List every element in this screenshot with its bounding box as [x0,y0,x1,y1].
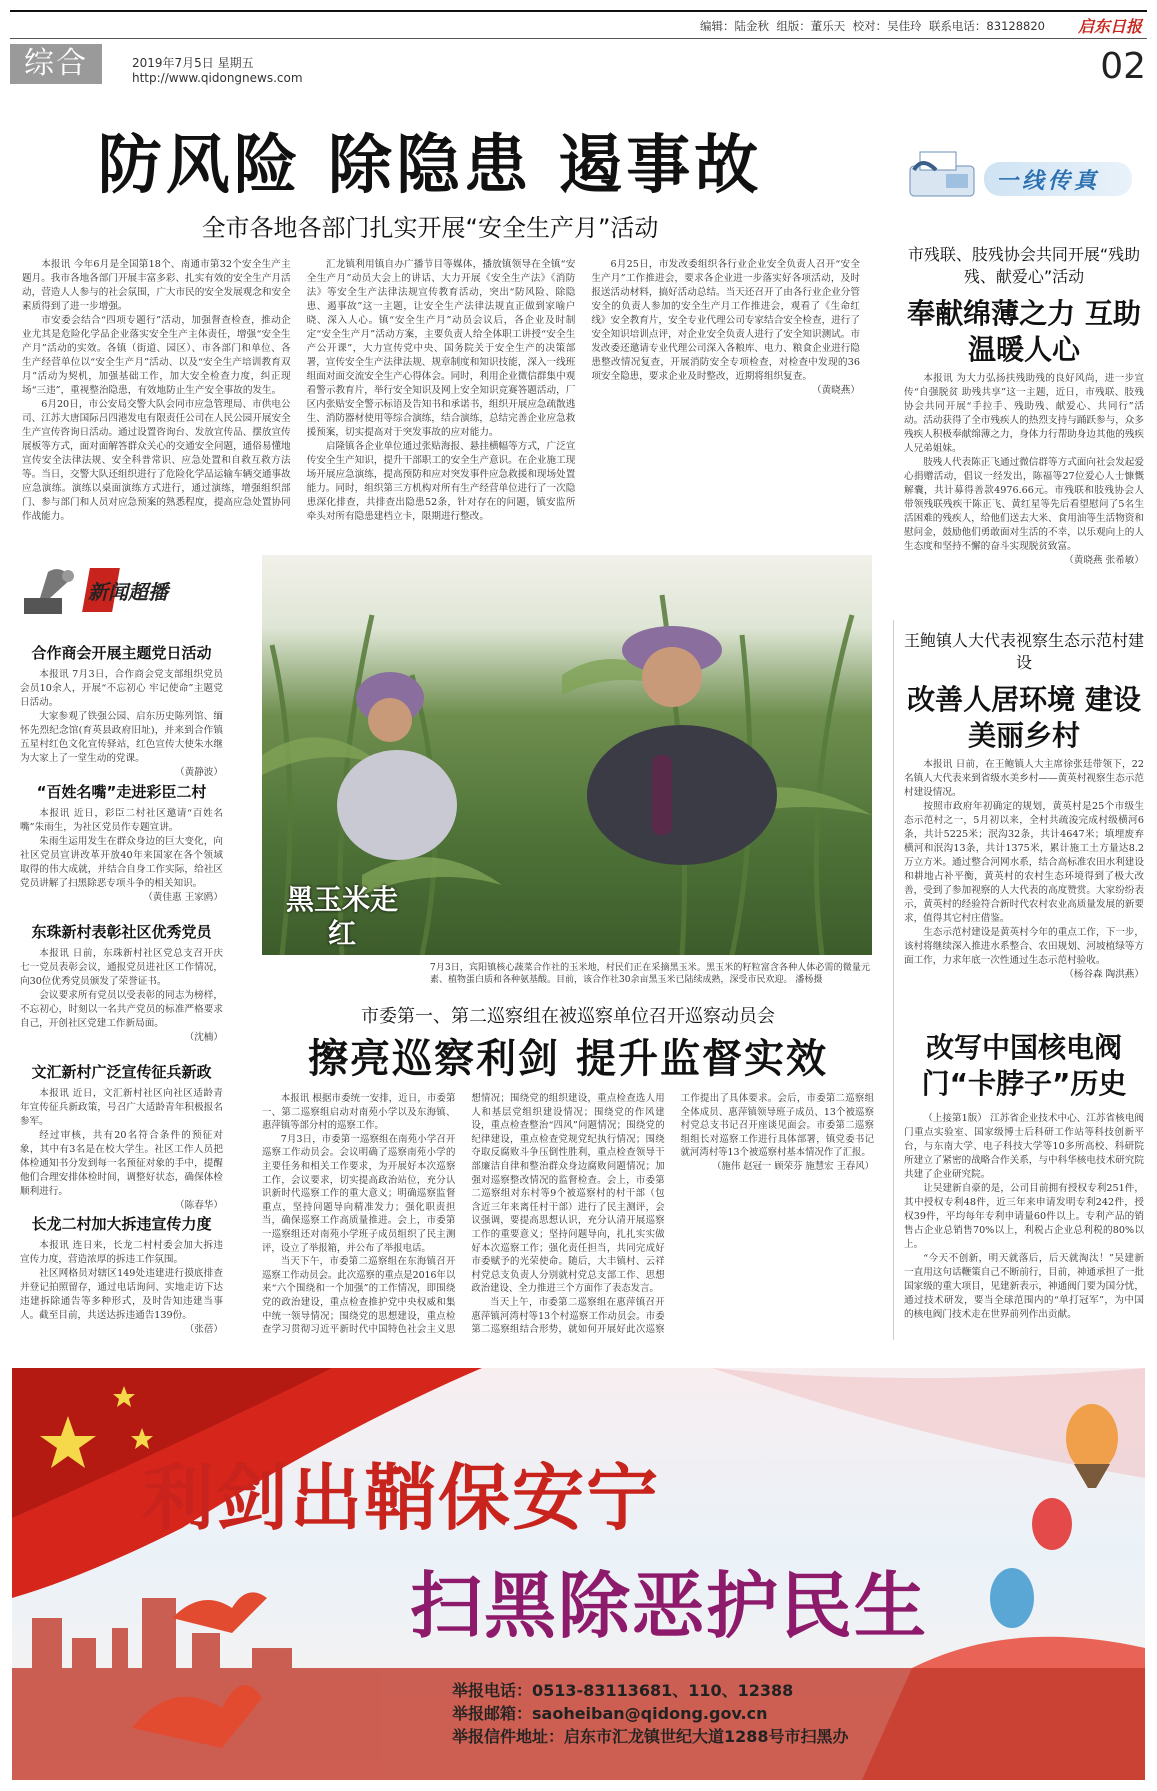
gramophone-icon [20,564,76,618]
lead-paragraph: 汇龙镇利用镇自办广播节目等媒体，播放镇领导在全镇“安全生产月”动员大会上的讲话、大力开展《安全生产法》《消防法》等安全生产法律法规宣传教育活动，突出“防风险、除隐患、遏事故”这一主题，让安全生产法律法规直正做到家喻户晓、深入人心。镇“安全生产月”动员会议后，各企业及时制定“安全生产月”活动方案，主要负责人给全体职工讲授“安全生产公开课”，大力宣传党中央、国务院关于安全生产的决策部署，宣传安全生产法律法规、规章制度和知识技能，深入一线班组面对面交流安全生产心得体会。同时，利用企业微信群集中观看警示教育片，举行安全知识及网上安全知识竞赛答题活动，厂区内张贴安全警示标语及告知书和承诺书，组织开展应急疏散逃生、消防器材使用等综合演练，结合演练，总结完善企业应急救援预案，切实提高对于突发事故的应对能力。 [306,259,576,438]
valve-paragraph: （上接第1版） 江苏省企业技术中心、江苏省核电阀门重点实验室、国家级博士后科研工作站等科技创新平台，与东南大学、电子科技大学等10多所高校、科研院所建立了紧密的战略合作关系，与中科华核电技术研究院共建了企业研究院。 [904,1113,1144,1180]
fax-author: （黄晓燕 张希敏） [1064,555,1144,566]
brief-author: （张蓓） [184,1324,223,1335]
inspect-paragraph: 7月3日，市委第一巡察组在南苑小学召开巡察工作动员会。会议明确了巡察南苑小学的主要任务和相关工作要求，为开展好本次巡察工作，会议要求，切实提高政治站位，充分认识新时代巡察工作的重大意义；明确巡察监督重点，坚持问题导向精准发力；强化职责担当，确保巡察工作高质量推进。会上，市委第一巡察组还对南苑小学班子成员组织了民主测评，设立了举报箱，并公布了举报电话。 [262,1133,456,1254]
report-phone: 举报电话：0513-83113681、110、12388 [452,1681,794,1700]
top-rule [10,10,1147,12]
website-url: http://www.qidongnews.com [132,71,303,85]
inspect-body [262,1092,874,1342]
inspect-paragraph: 当天上午，市委第二巡察组在惠萍镇召开惠萍镇河湾村等13个村巡察工作动员会。市委第二巡察组结合形势，就如何开展好此次巡察工作提出了具体要求。会后，市委第二巡察组全体成员、惠萍镇领导班子成员、13个被巡察村党总支书记召开座谈见面会。市委第二巡察组组长对巡察工作进行具体部署，镇党委书记就河湾村等13个被巡察村基本情况作了汇报。 [471,1093,874,1336]
lead-title: 防风险 除隐患 遏事故 [97,129,763,203]
inspect-author: （施伟 赵冠一 顾荣芬 施慧宏 王春风） [712,1160,874,1172]
lead-author: （黄晓燕） [812,385,860,396]
fax-paragraph: 本报讯 为大力弘扬扶残助残的良好风尚，进一步宣传“自强脱贫 助残共享”这一主题，近日，市残联、肢残协会共同开展“手拉手、残助残、献爱心、共同行”活动。活动获得了全市残疾人的热烈支持与踊跃参与，众多残疾人积极奉献绵薄之力，身体力行帮助身边其他的残疾人兄弟姐妹。 [904,373,1144,454]
issue-date: 2019年7月5日 星期五 [132,56,254,70]
brief-paragraph: 会议要求所有党员以受表彰的同志为榜样，不忘初心，时刻以一名共产党员的标准严格要求自己，开创社区党建工作新局面。 [20,990,223,1029]
photo-caption-text: 7月3日，宾阳镇核心蔬菜合作社的玉米地，村民们正在采摘黑玉米。黑玉米的籽粒富含各种人体必需的微量元素、植物蛋白质和各种氨基酸。目前，该合作社30余亩黑玉米已陆续成熟，深受市民欢迎。 [430,963,870,985]
town-title: 改善人居环境 建设美丽乡村 [907,683,1141,752]
column-divider [893,620,894,1340]
section-label: 综合 [10,44,102,84]
town-paragraph: 生态示范村建设是黄英村今年的重点工作，下一步，该村将继续深入推进水系整合、农田规划、河坡植绿等方面工作，力求年底一次性通过生态示范村验收。 [904,927,1144,966]
brief-author: （黄静波） [175,767,223,778]
brief-paragraph: 本报讯 日前，东珠新村社区党总支召开庆七一党员表彰会议，通报党员进社区工作情况，向30位优秀党员颁发了荣誉证书。 [20,948,223,987]
lead-subtitle: 全市各地各部门扎实开展“安全生产月”活动 [201,214,659,242]
brief-item [20,1214,223,1351]
fax-subtitle: 市残联、肢残协会共同开展“残助残、献爱心”活动 [907,245,1141,286]
town-paragraph: 本报讯 日前，在王鲍镇人大主席徐张廷带领下，22名镇人大代表来到省级水美乡村——黄英村视察生态示范村建设情况。 [904,759,1144,798]
brief-paragraph: 朱雨生运用发生在群众身边的巨大变化，向社区党员宣讲改革开放40年来国家在各个领域取得的伟大成就，并结合自身工作实际，给社区党员讲解了扫黑除恶专项斗争的相关知识。 [20,836,223,889]
lead-paragraph: 6月20日，市公安局交警大队会同市应急管理局、市供电公司、江苏大唐国际吕四港发电有限责任公司在人民公园开展安全生产宣传咨询日活动。通过设置咨询台、发放宣传品、摆放宣传展板等方式，面对面解答群众关心的交通安全问题，通俗易懂地宣传安全法律法规、安全科普常识、应急处置和自救互救方法等。当日，交警大队还组织进行了危险化学品运输车辆交通事故应急演练。演练以桌面演练方式进行，通过演练，增强组织部门、参与部门和人员对应急预案的熟悉程度，提高应急处置协同作战能力。 [22,399,291,522]
fax-paragraph: 肢残人代表陈正飞通过微信群等方式面向社会发起爱心捐赠活动，倡议一经发出，陈福等27位爱心人士慷慨解囊，共计募得善款4976.66元。市残联和肢残协会人带领残联残疾干陈正飞、黄红星等先后看望慰问了5名生活困难的残疾人，给他们送去大米、食用油等生活物资和慰问金，鼓励他们勇敢面对生活的不幸，以乐观向上的人生态度和坚持不懈的奋斗实现脱贫致富。 [904,457,1144,552]
inspect-paragraph: 当天下午，市委第二巡察组在东海镇召开巡察工作动员会。此次巡察的重点是2016年以来“六个围绕和一个加强”的工作情况，即围绕党的政治建设，重点检查推护党中央权威和集中统一领导情况；围绕党的思想建设，重点检查学习贯彻习近平新时代中国特色社会主义思想情况；围绕党的组织建设，重点检查选人用人和基层党组织建设情况；围绕党的作风建设，重点检查整治“四风”问题情况；围绕党的纪律建设，重点检查党规党纪执行情况；围绕夺取反腐败斗争压倒性胜利，重点检查领导干部廉洁自律和整治群众身边腐败问题情况；加强对巡察整改情况的监督检查。会上，市委第二巡察组对东村等9个被巡察村的村干部（包含近三年来离任村干部）进行了民主测评，会议强调，要提高思想认识，充分认清开展巡察工作的重要意义；坚持问题导向，扎扎实实做好本次巡察工作；强化责任担当，共同完成好市委赋予的光荣使命。随后，大丰镇村、云祥村党总支负责人分别就村党总支部工作、思想政治建设、全力推进三个方面作了表态发言。 [262,1093,665,1336]
lead-paragraph: 6月25日，市发改委组织各行业企业安全负责人召开“安全生产月”工作推进会，要求各企业进一步落实好各项活动，及时报送活动材料，搞好活动总结。当天还召开了由各行业企业分管安全的负责人参加的安全生产月工作推进会，观看了《生命红线》安全教育片，安全专业代理公司专家结合安全检查，进行了安全知识培训点评，对企业安全负责人进行了安全知识测试。市发改委还邀请专业代理公司深入各粮库、电力、粮食企业进行隐患整改情况复查，开展消防安全专项检查，对检查中发现的36项安全隐患，要求企业及时整改，近期将组织复查。 [591,259,860,382]
brief-title: 东珠新村表彰社区优秀党员 [31,923,212,941]
fax-machine-icon [904,148,980,204]
lead-paragraph: 本报讯 今年6月是全国第18个、南通市第32个安全生产主题月。我市各地各部门开展丰富多彩、扎实有效的安全生产月活动，营造人人参与的社会氛围，广大市民的安全发展观念和安全素质得到了进一步增强。 [22,259,291,312]
proofreader: 校对：吴佳玲 [852,19,922,33]
brief-body [20,1087,223,1227]
editor: 编辑：陆金秋 [700,19,769,33]
brief-author: （沈楠） [184,1032,223,1043]
lead-body [22,258,860,528]
brief-item [20,1062,223,1227]
brief-title: 文汇新村广泛宣传征兵新政 [31,1063,212,1081]
inspect-title: 擦亮巡察利剑 提升监督实效 [308,1036,828,1082]
brief-paragraph: 经过审核，共有20名符合条件的预征对象，其中有3名是在校大学生。社区工作人员把体检通知书分发到每一名预征对象的手中，提醒他们合理安排体检时间，调整好状态，确保体检顺利进行。 [20,1130,223,1197]
header-rule [10,38,1147,39]
valve-paragraph: 让吴建新自豪的是，公司目前拥有授权专利251件，其中授权专利48件，近三年来申请发明专利242件，授权39件，平均每年专利申请量60件以上。专利产品的销售占企业总销售70%以上，利税占企业总利税的80%以上。 [904,1183,1144,1250]
report-email: 举报邮箱：saoheiban@qidong.gov.cn [452,1704,768,1723]
fax-label: 一线传真 [996,168,1101,194]
town-body [904,758,1144,1000]
valve-title: 改写中国核电阀门“卡脖子”历史 [921,1031,1127,1100]
brief-body [20,807,223,927]
brief-body [20,947,223,1067]
fax-title: 奉献绵薄之力 互助温暖人心 [907,297,1141,366]
anti-crime-banner [12,1368,1145,1780]
brief-paragraph: 本报讯 近日，文汇新村社区向社区适龄青年宣传征兵新政策，号召广大适龄青年积极报名参军。 [20,1088,223,1127]
brief-paragraph: 本报讯 近日，彩臣二村社区邀请“百姓名嘴”朱雨生，为社区党员作专题宣讲。 [20,808,223,833]
brief-item [20,782,223,927]
masthead [10,10,1147,90]
staff-line [700,18,1070,34]
fax-header [904,144,1144,214]
photographer: 潘杨摄 [795,975,823,985]
brief-paragraph: 社区网格员对辖区149处违建进行摸底排查并登记拍照留存，通过电话询问、实地走访下达违建拆除通告等多种形式，及时告知违建当事人。截至目前，共送达拆违通告139份。 [20,1268,223,1321]
brief-item [20,643,223,784]
town-subtitle: 王鲍镇人大代表视察生态示范村建设 [904,631,1145,672]
lead-paragraph: 启隆镇各企业单位通过张贴海报、悬挂横幅等方式，广泛宣传安全生产知识，提升干部职工的安全生产意识。在企业施工现场开展应急演练，提高预防和应对突发事件应急救援和现场处置能力。同时，组织第三方机构对所有生产经营单位进行了一次隐患深化排查，共排查出隐患52条，针对存在的问题，镇安监所牵头对所有隐患建档立卡，限期进行整改。 [306,441,576,522]
banner-slogan-2: 扫黑除恶护民生 [410,1564,929,1648]
brief-paragraph: 大家参观了铁强公园、启东历史陈列馆、缅怀先烈纪念馆(育英县政府旧址)，并来到合作镇五星村红色文化宣传驿站，红色宣传大使朱水继为大家上了一堂生动的党课。 [20,711,223,764]
brief-body [20,668,223,784]
briefs-header [20,560,190,622]
photo-tag: 黑玉米走红 [285,883,398,950]
page-number: 02 [1100,46,1146,87]
lead-paragraph: 市安委会结合“四项专题行”活动，加强督查检查，推动企业尤其是危险化学品企业落实安全生产主体责任，增强“安全生产月”活动的实效。各镇（街道、园区）、市各部门和单位、各生产经营单位以“安全生产月”活动、以及“安全生产培训教育双月”活动为契机，加强基础工作，加大安全检查力度，纠正现场“三违”，重视整治隐患，有效地防止生产安全事故的发生。 [22,315,291,396]
inspect-paragraph: 本报讯 根据市委统一安排，近日，市委第一、第二巡察组启动对南苑小学以及东海镇、惠萍镇等部分村的巡察工作。 [262,1093,456,1132]
fax-body [904,372,1144,592]
designer: 组版：董乐天 [776,19,846,33]
brief-paragraph: 本报讯 7月3日，合作商会党支部组织党员会员10余人，开展“不忘初心 牢记使命”主题党日活动。 [20,669,223,708]
brief-author: （黄佳惠 王家鸥） [143,892,223,903]
briefs-label: 新闻超播 [88,580,168,604]
brief-title: “百姓名嘴”走进彩臣二村 [36,783,207,801]
newspaper-logo: 启东日报 [1078,17,1143,36]
valve-body [904,1112,1144,1340]
brief-paragraph: 本报讯 连日来，长龙二村村委会加大拆违宣传力度，营造浓厚的拆违工作氛围。 [20,1240,223,1265]
valve-paragraph: “今天不创新，明天就落后，后天就淘汰！”吴建新一直用这句话鞭策自己不断前行，目前，神通承担了一批国家级的重大项目，见建新表示，神通阀门要为国分忧，通过技术研发，要当全球范围内的“单打冠军”，为中国的核电阀门技术走在世界前列作出贡献。 [904,1253,1144,1320]
town-paragraph: 按照市政府年初确定的规划，黄英村是25个市级生态示范村之一，5月初以来，全村共疏浚完成村级横河6条，共计5225米；泯沟32条，共计4647米；填埋废弃横河和泯沟13条，共计1375米，累计施工土方量达8.2万立方米。通过整合河网水系，结合高标准农田水利建设和耕地占补平衡，黄英村的农村生态环境得到了极大改善，受到了参加视察的人大代表的高度赞赏。大家纷纷表示，黄英村的经验符合新时代农村农业高质量发展的新要求，值得其它村庄借鉴。 [904,801,1144,924]
town-author: （杨谷森 陶洪燕） [1064,969,1144,980]
brief-item [20,922,223,1067]
news-photo [262,555,872,955]
photo-caption [430,962,870,996]
brief-title: 长龙二村加大拆违宣传力度 [31,1215,212,1233]
banner-slogan-1: 利剑出鞘保安宁 [142,1456,661,1540]
brief-body [20,1239,223,1351]
report-address: 举报信件地址：启东市汇龙镇世纪大道1288号市扫黑办 [452,1727,849,1746]
brief-title: 合作商会开展主题党日活动 [31,644,212,662]
inspect-subtitle: 市委第一、第二巡察组在被巡察单位召开巡察动员会 [361,1006,775,1027]
brief-author: （陈春华） [175,1200,223,1211]
contact-phone: 联系电话：83128820 [928,19,1045,33]
